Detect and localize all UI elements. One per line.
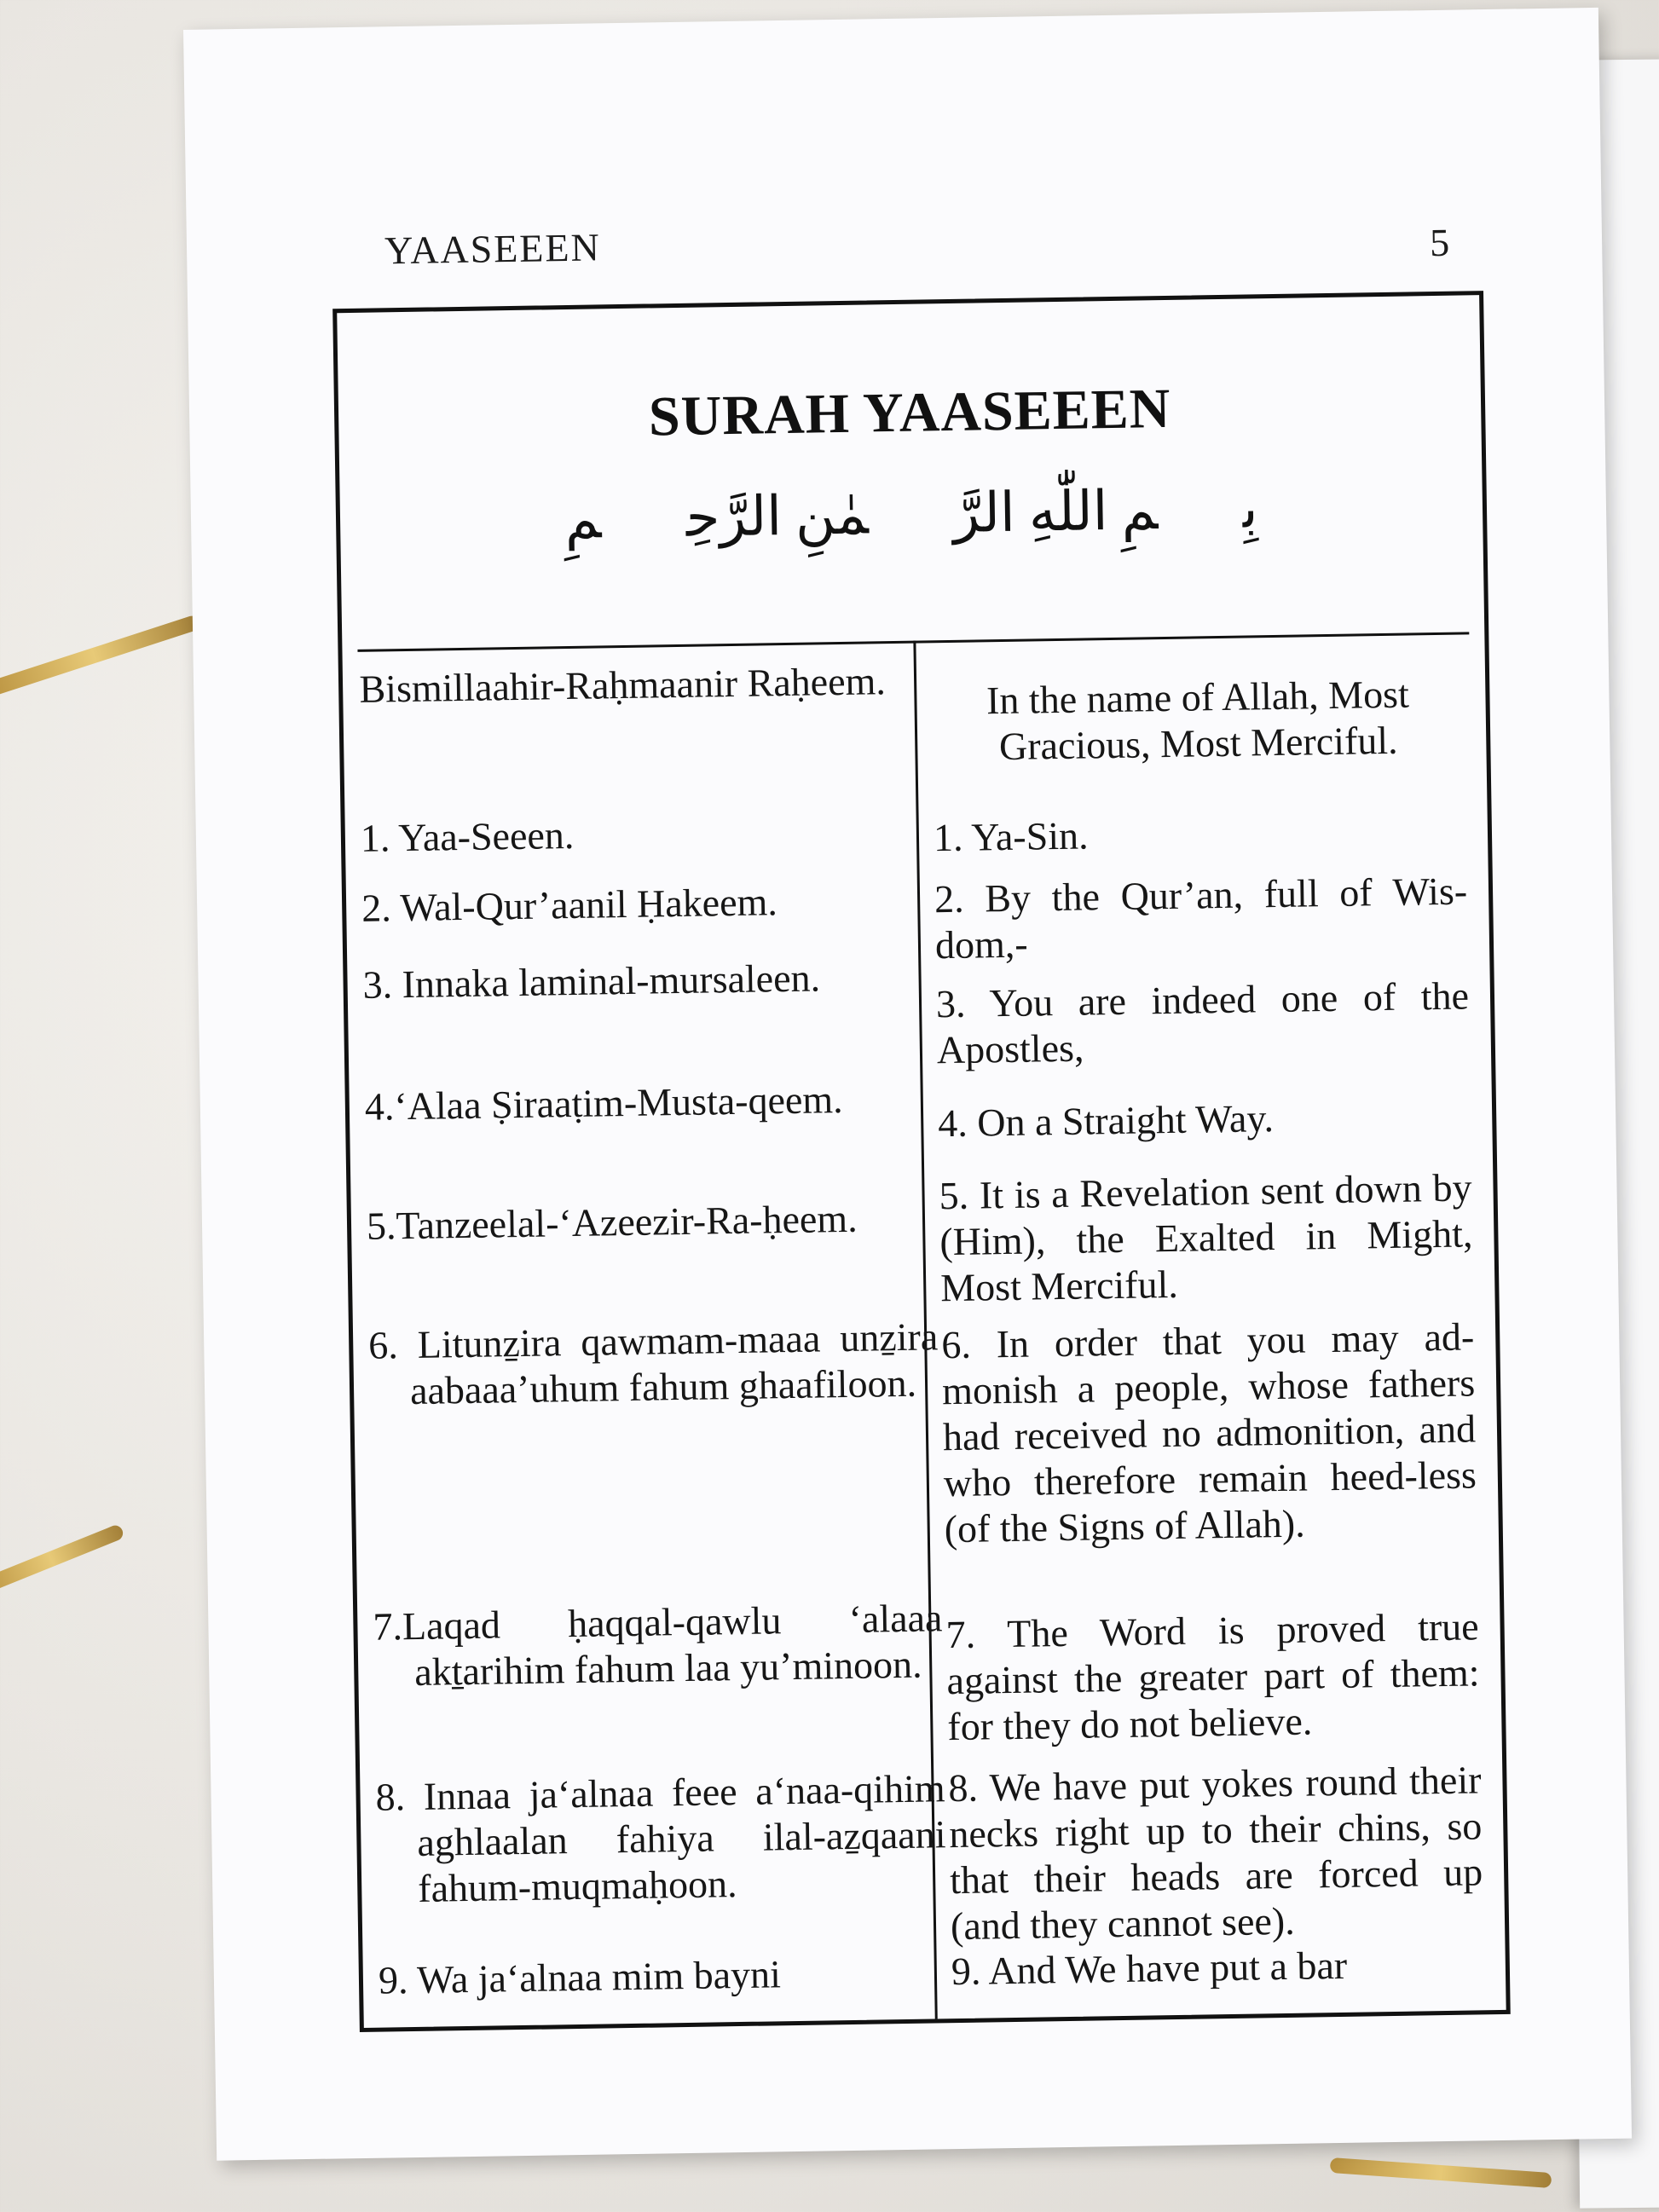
transliteration-verse-9: 9. Wa ja‘alnaa mim bayni	[378, 1952, 782, 2002]
translation-verse-2: 2. By the Qur’an, full of Wis-dom,-	[934, 869, 1468, 967]
page-number: 5	[1429, 220, 1450, 265]
translation-verse-4: 4. On a Straight Way.	[937, 1096, 1275, 1146]
text-frame	[332, 291, 1511, 2032]
transliteration-verse-5: 5.Tanzeelal-‘Azeezir-Ra-ḥeem.	[366, 1196, 858, 1248]
surah-title: SURAH YAASEEEN	[648, 377, 1171, 448]
transliteration-verse-7: 7.Laqad ḥaqqal-qawlu ‘alaaa akṯarihim fahum laa yu’minoon.	[373, 1596, 943, 1694]
translation-heading: In the name of Allah, Most Gracious, Most Merciful.	[986, 672, 1410, 769]
booklet-page	[183, 8, 1632, 2161]
translation-verse-1: 1. Ya-Sin.	[933, 813, 1089, 860]
translation-column	[925, 296, 1483, 1994]
transliteration-verse-4: 4.‘Alaa Ṣiraaṭim-Musta-qeem.	[364, 1077, 843, 1129]
translation-verse-3: 3. You are indeed one of the Apostles,	[935, 973, 1470, 1072]
transliteration-verse-1: 1. Yaa-Seeen.	[360, 812, 575, 860]
gold-streak-decoration	[0, 1523, 125, 1595]
translation-verse-8: 8. We have put yokes round their necks right up to their chins, so that their heads are forced up (and they cannot see).	[948, 1758, 1483, 1949]
transliteration-verse-6: 6. Litunẕira qawmam-maaa unẕira aabaaa’uhum fahum ghaafiloon.	[367, 1314, 939, 1413]
translation-verse-5: 5. It is a Revelation sent down by (Him), the Exalted in Might, Most Merciful.	[939, 1165, 1473, 1310]
arabic-basmala: بِسۡمِ اللّٰهِ الرَّحۡمٰنِ الرَّحِيۡمِ	[564, 478, 1259, 551]
transliteration-verse-3: 3. Innaka laminal-mursaleen.	[362, 956, 821, 1007]
running-head: YAASEEEN	[384, 225, 602, 273]
transliteration-heading: Bismillaahir-Raḥmaanir Raḥeem.	[359, 659, 887, 711]
transliteration-verse-2: 2. Wal-Qur’aanil Ḥakeem.	[361, 880, 778, 930]
transliteration-verse-8: 8. Innaa ja‘alnaa feee a‘naa-qihim aghlaalan fahiya ilal-aẕqaani fahum-muqmaḥoon.	[375, 1766, 946, 1910]
gold-streak-decoration	[0, 614, 201, 696]
translation-verse-6: 6. In order that you may ad-monish a people, whose fathers had received no admonition, and who therefore remain heed-less (of the Signs of Allah).	[940, 1314, 1477, 1551]
translation-verse-7: 7. The Word is proved true against the greater part of them: for they do not believe.	[945, 1604, 1480, 1749]
gold-streak-decoration	[1330, 2157, 1552, 2188]
translation-verse-9: 9. And We have put a bar	[951, 1943, 1348, 1994]
